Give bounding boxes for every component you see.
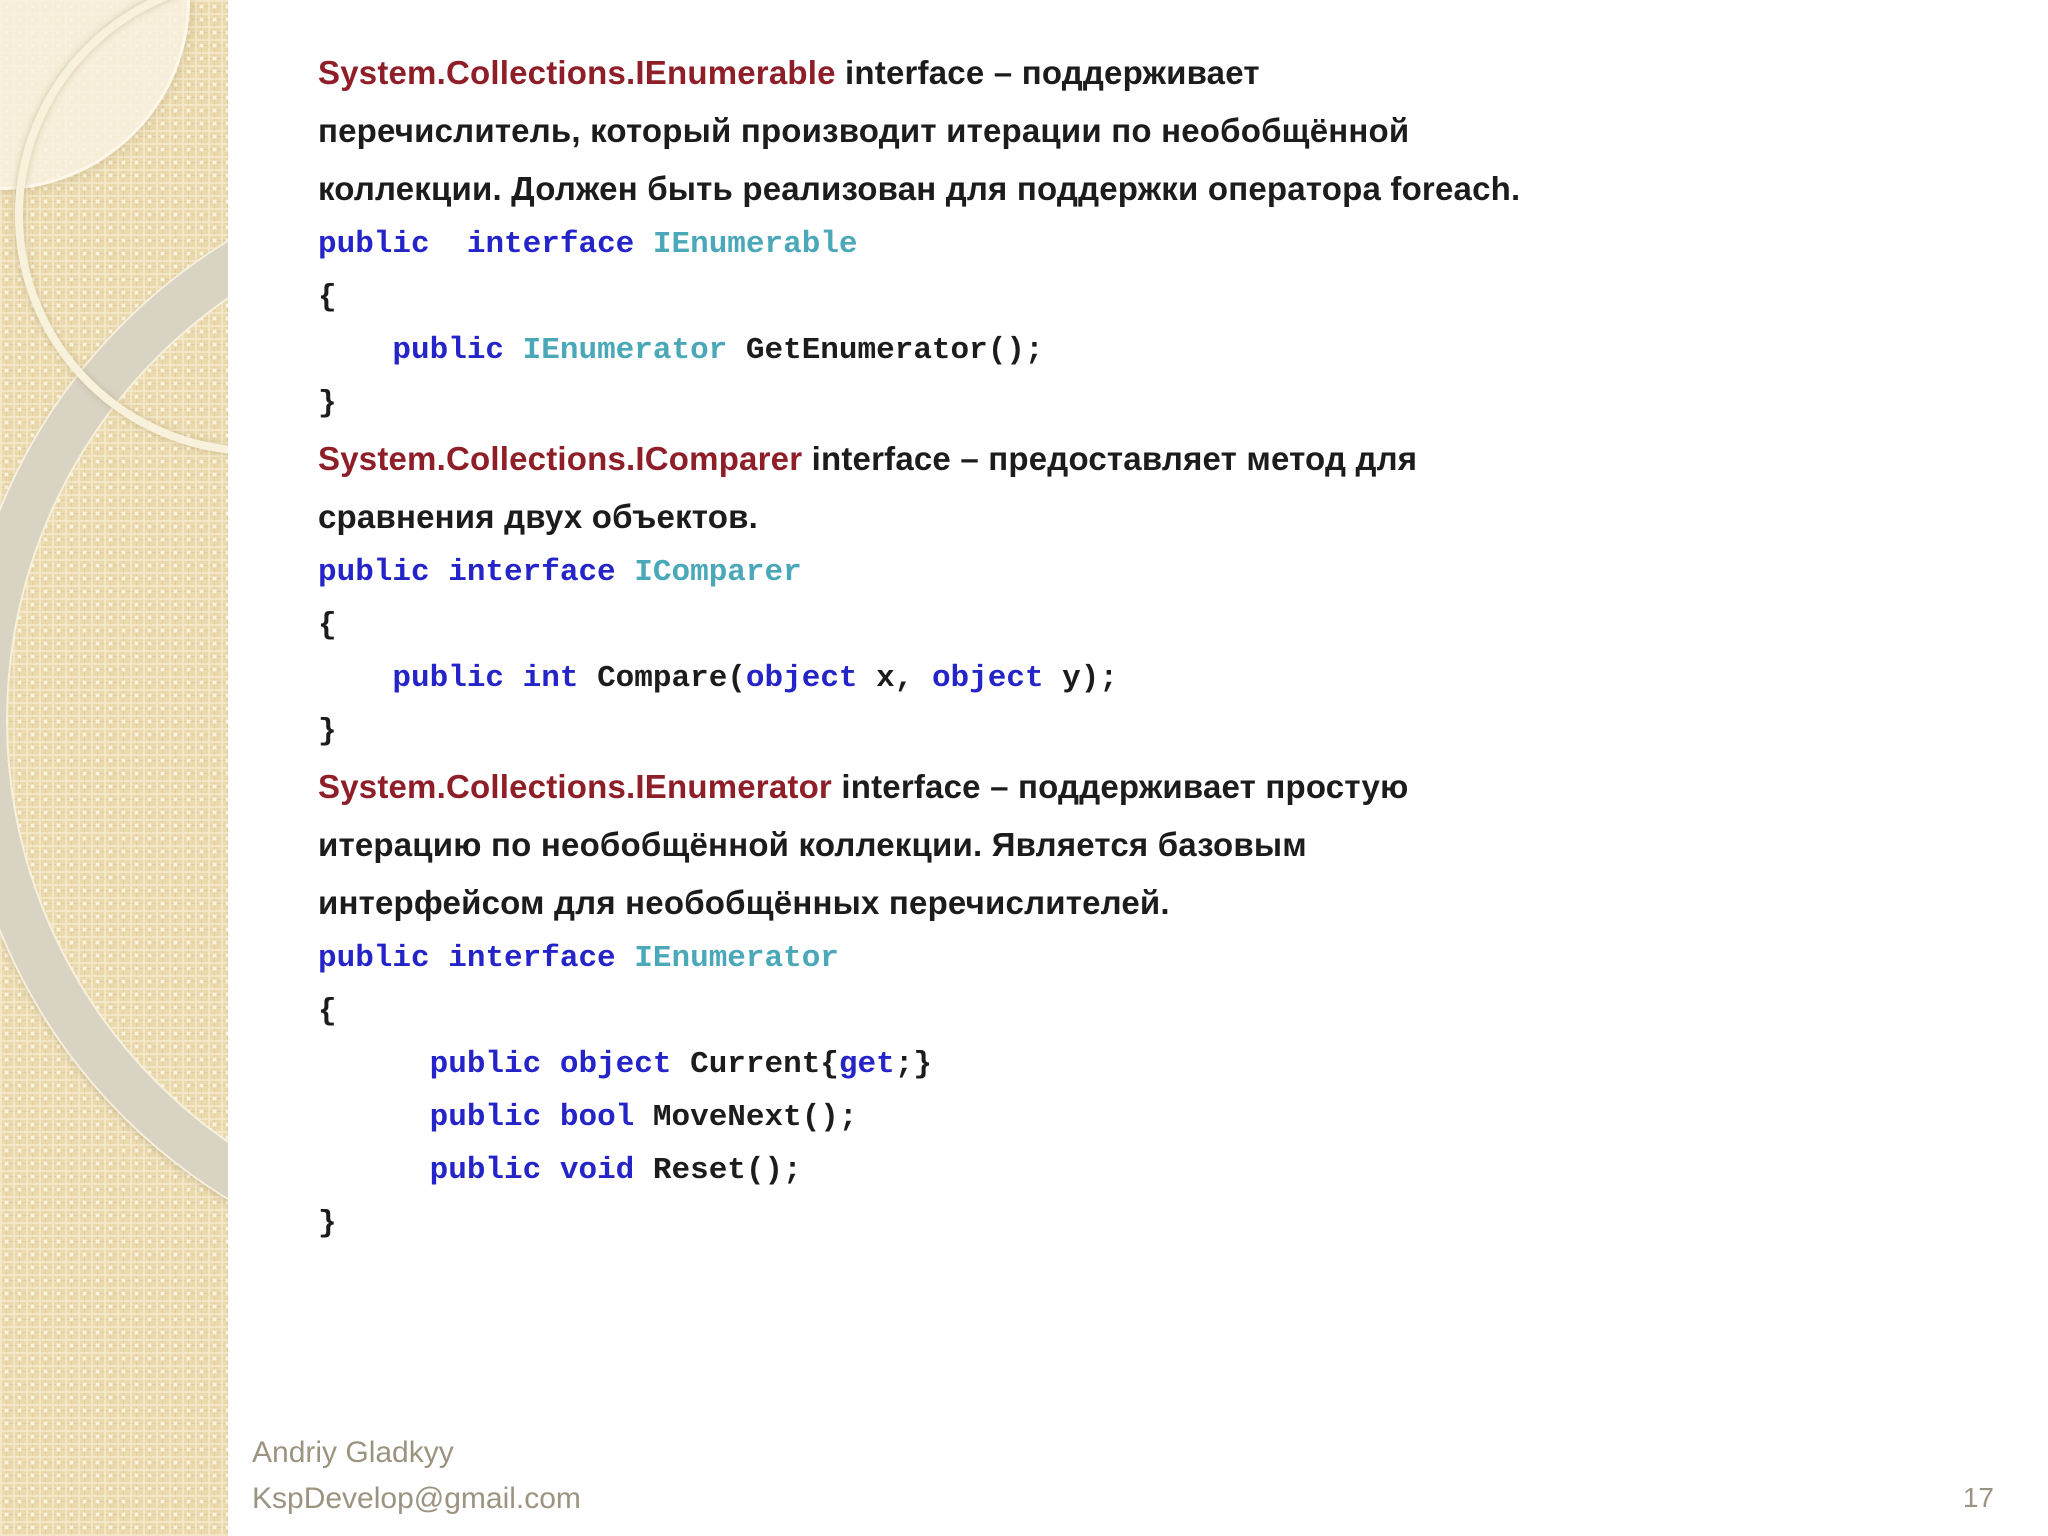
code-token-keyword: interface — [448, 941, 616, 976]
code-line — [318, 377, 2008, 430]
heading-line: сравнения двух объектов. — [318, 498, 758, 535]
code-line — [318, 1197, 2008, 1250]
interface-sections — [318, 44, 2008, 1250]
code-token-plain: { — [318, 280, 337, 315]
code-token-plain — [430, 941, 449, 976]
code-token-plain — [616, 941, 635, 976]
code-token-plain: { — [318, 994, 337, 1029]
code-token-type: IComparer — [634, 555, 802, 590]
code-token-plain — [430, 555, 449, 590]
heading-line: итерацию по необобщённой коллекции. Является базовым — [318, 826, 1307, 863]
footer — [252, 1430, 581, 1522]
code-token-keyword: get — [838, 1047, 895, 1082]
code-token-keyword: public — [429, 1047, 542, 1082]
code-block — [318, 546, 2008, 758]
code-token-plain: Current{ — [671, 1047, 839, 1082]
heading-line — [318, 758, 2008, 816]
code-token-keyword: interface — [448, 555, 616, 590]
code-token-plain: GetEnumerator(); — [727, 333, 1044, 368]
code-line — [318, 1091, 2008, 1144]
code-line — [318, 652, 2008, 705]
code-token-type: IEnumerator — [634, 941, 839, 976]
interface-section — [318, 430, 2008, 758]
code-token-keyword: object — [559, 1047, 672, 1082]
namespace-highlight: System.Collections.IComparer — [318, 440, 803, 477]
code-line — [318, 218, 2008, 271]
heading-line — [318, 430, 2008, 488]
code-token-plain: Reset(); — [634, 1153, 802, 1188]
code-token-keyword: public — [318, 941, 430, 976]
code-line — [318, 705, 2008, 758]
code-token-keyword: bool — [559, 1100, 635, 1135]
code-token-keyword: object — [745, 661, 858, 696]
code-token-keyword: public — [318, 227, 430, 262]
interface-section — [318, 44, 2008, 430]
code-token-plain — [318, 333, 392, 368]
code-token-keyword: int — [522, 661, 579, 696]
code-token-plain: } — [318, 1206, 337, 1241]
code-line — [318, 599, 2008, 652]
code-token-plain — [504, 333, 523, 368]
slide-content — [228, 0, 2048, 1536]
code-block — [318, 218, 2008, 430]
code-token-plain: } — [318, 386, 337, 421]
code-line — [318, 985, 2008, 1038]
code-block — [318, 932, 2008, 1250]
code-token-plain — [541, 1153, 560, 1188]
namespace-highlight: System.Collections.IEnumerator — [318, 768, 832, 805]
code-token-keyword: public — [429, 1100, 542, 1135]
heading-line: перечислитель, который производит итерации по необобщённой — [318, 112, 1410, 149]
code-token-plain — [430, 227, 467, 262]
code-token-plain — [504, 661, 523, 696]
footer-email: KspDevelop@gmail.com — [252, 1482, 581, 1515]
heading-text: interface – предоставляет метод для — [802, 440, 1418, 477]
code-token-plain — [616, 555, 635, 590]
interface-section — [318, 758, 2008, 1250]
code-token-plain — [318, 1100, 430, 1135]
code-token-keyword: public — [429, 1153, 542, 1188]
heading-line — [318, 44, 2008, 102]
code-token-plain: } — [318, 714, 337, 749]
code-token-keyword: interface — [466, 227, 635, 262]
heading-text: interface – поддерживает простую — [831, 768, 1409, 805]
code-line — [318, 324, 2008, 377]
code-token-plain — [541, 1047, 560, 1082]
heading-text: interface – поддерживает — [835, 54, 1260, 91]
sidebar-decoration — [0, 0, 231, 1536]
code-token-type: IEnumerator — [522, 333, 728, 368]
code-token-type: IEnumerable — [652, 227, 858, 262]
page-number: 17 — [1962, 1482, 1994, 1513]
code-token-keyword: public — [392, 661, 505, 696]
heading-line: коллекции. Должен быть реализован для поддержки оператора foreach. — [318, 170, 1521, 207]
code-line — [318, 546, 2008, 599]
code-token-keyword: public — [318, 555, 430, 590]
footer-author: Andriy Gladkyy — [252, 1436, 454, 1469]
code-token-plain — [541, 1100, 560, 1135]
code-line — [318, 932, 2008, 985]
code-token-plain — [318, 1047, 430, 1082]
code-token-plain: ;} — [894, 1047, 932, 1082]
code-token-plain: { — [318, 608, 337, 643]
code-token-keyword: public — [392, 333, 505, 368]
code-line — [318, 1144, 2008, 1197]
code-token-plain: MoveNext(); — [634, 1100, 858, 1135]
namespace-highlight: System.Collections.IEnumerable — [318, 54, 836, 91]
code-token-keyword: object — [931, 661, 1044, 696]
code-token-plain — [318, 661, 392, 696]
code-line — [318, 271, 2008, 324]
code-token-plain: Compare( — [578, 661, 746, 696]
code-token-plain — [634, 227, 653, 262]
code-token-plain: y); — [1043, 661, 1118, 696]
code-line — [318, 1038, 2008, 1091]
heading-line: интерфейсом для необобщённых перечислителей. — [318, 884, 1170, 921]
code-token-keyword: void — [559, 1153, 635, 1188]
code-token-plain: x, — [857, 661, 932, 696]
code-token-plain — [318, 1153, 430, 1188]
